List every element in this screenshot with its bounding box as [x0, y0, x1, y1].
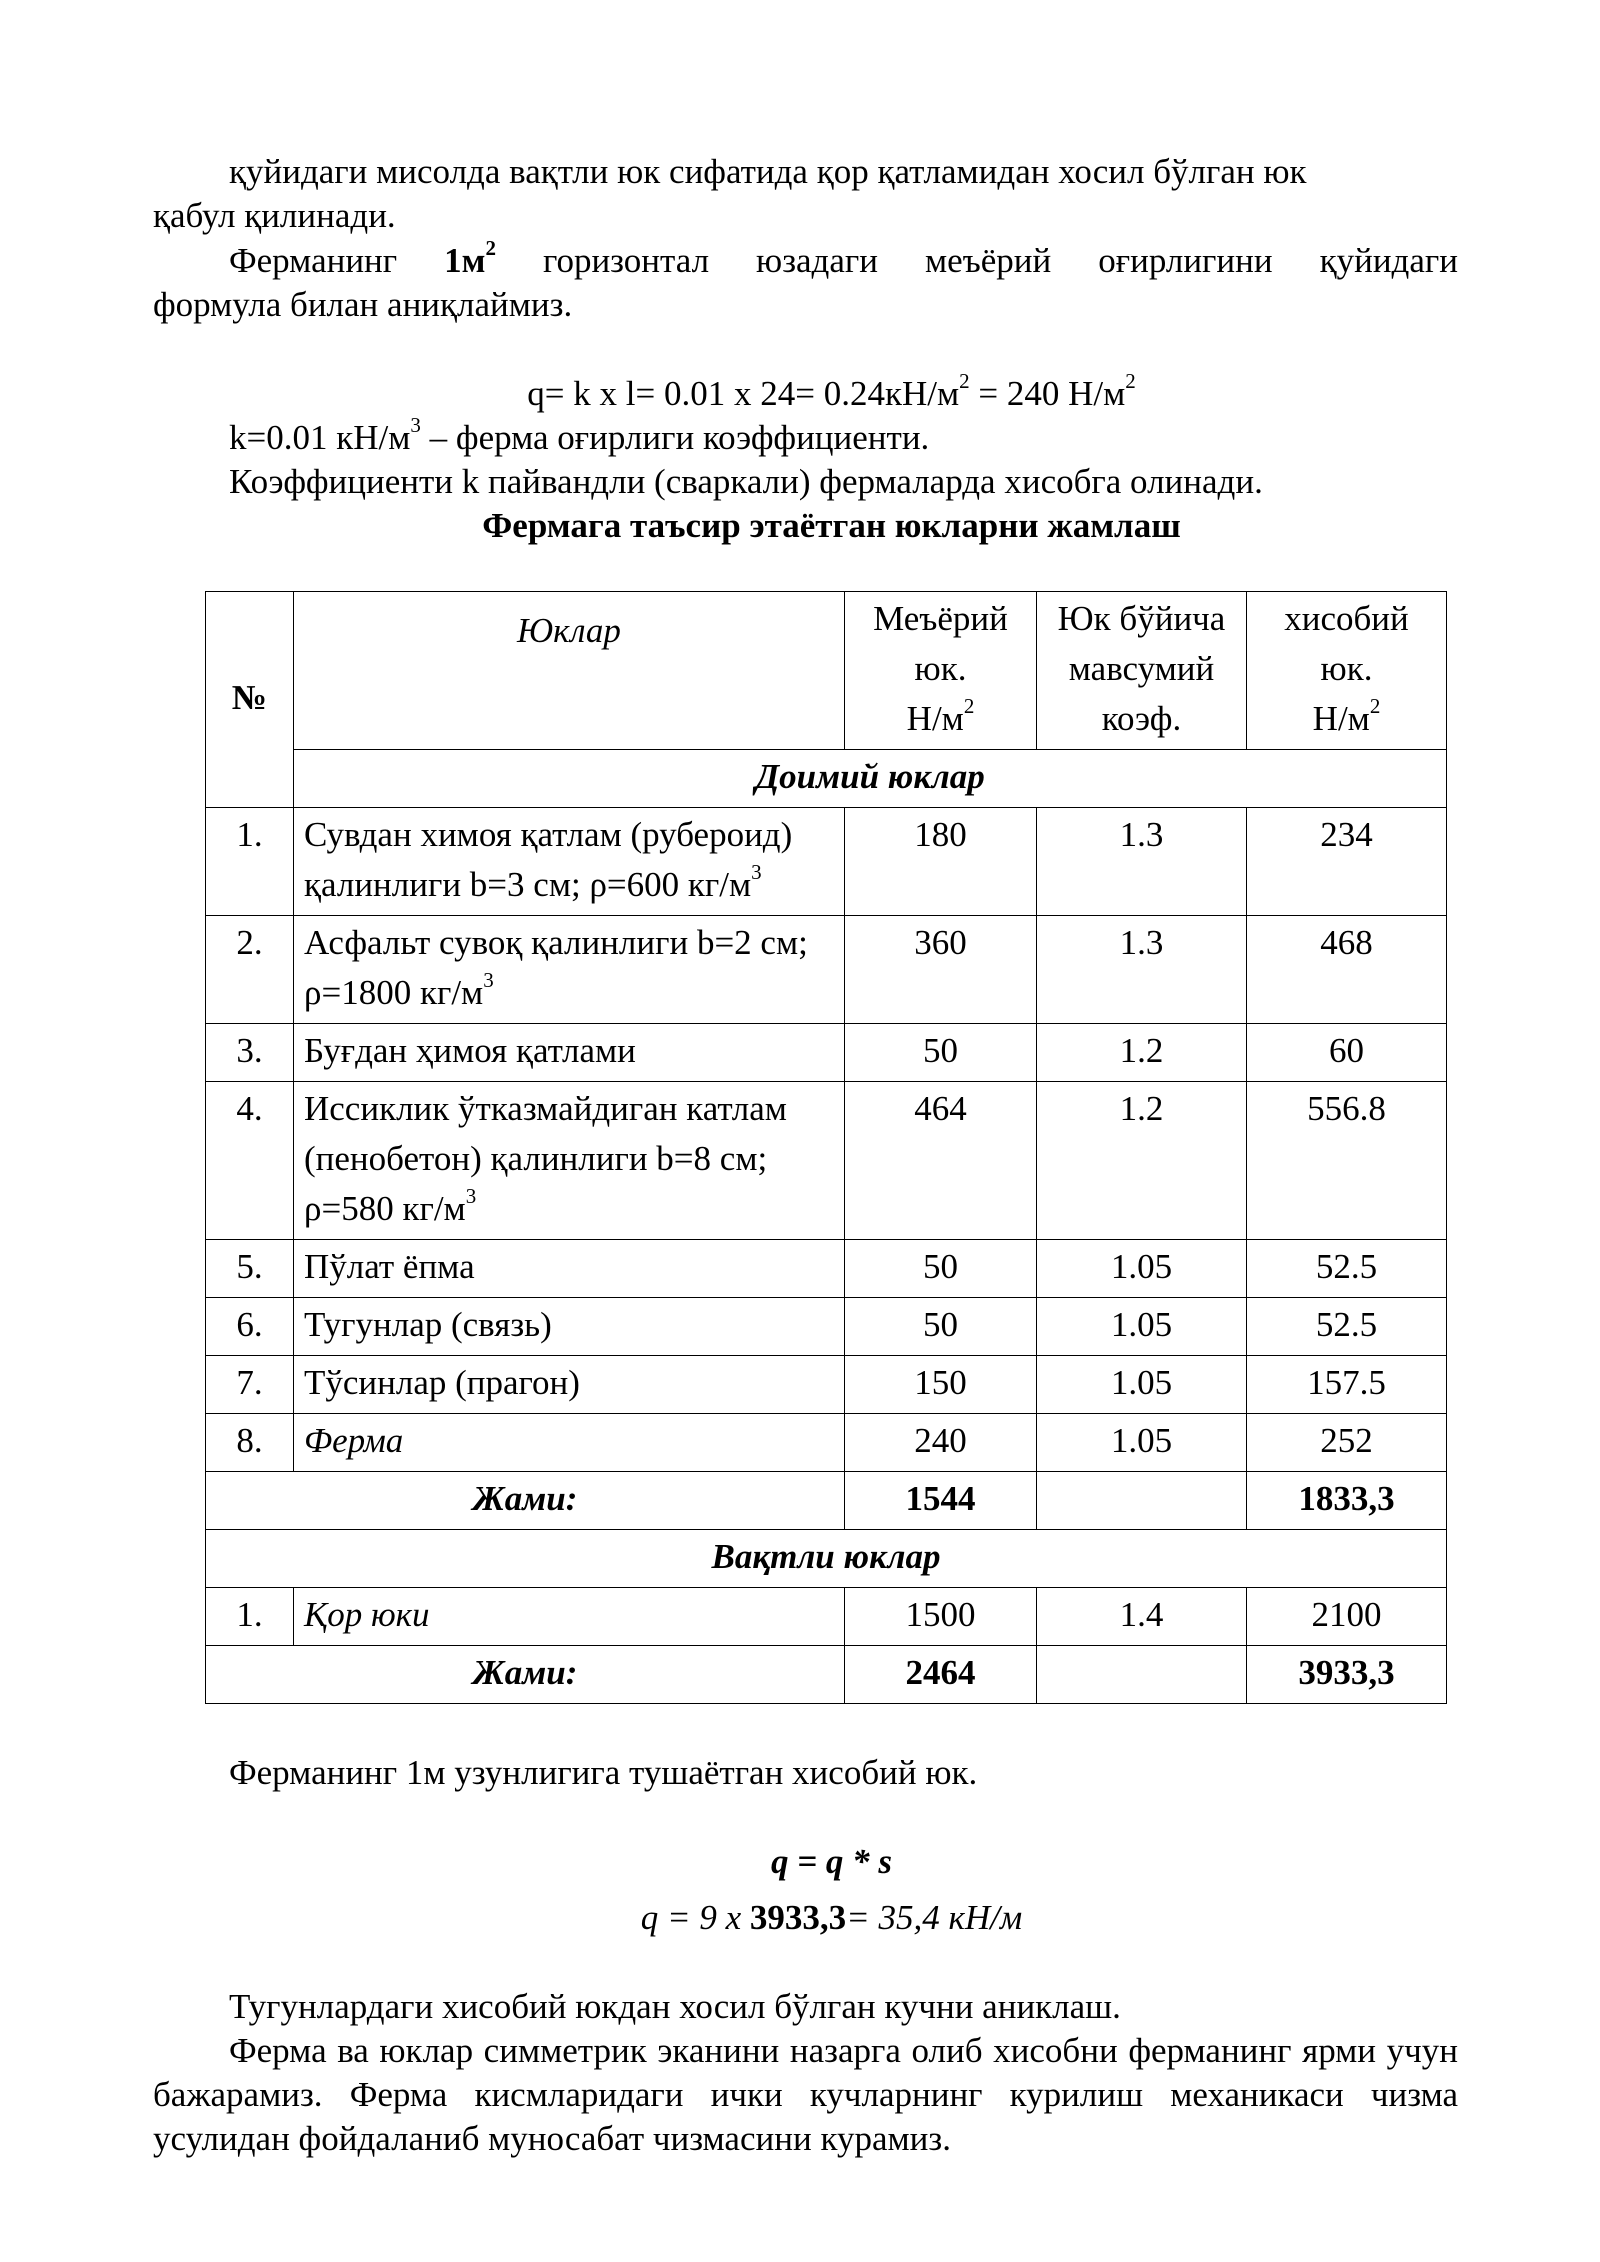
- superscript: 2: [959, 369, 970, 394]
- paragraph-snow-load: [153, 150, 1458, 238]
- coefficient-note: [153, 460, 1458, 504]
- table-header-row: [206, 592, 1447, 750]
- row-calc: 556.8: [1247, 1082, 1447, 1240]
- row-name: [294, 916, 845, 1024]
- header-unit: Н/м: [1312, 699, 1370, 738]
- row-normal: 1500: [845, 1588, 1037, 1646]
- table-title: Фермага таъсир этаётган юкларни жамлаш: [482, 506, 1181, 545]
- row-coef: 1.05: [1037, 1298, 1247, 1356]
- row-coef: 1.05: [1037, 1414, 1247, 1472]
- row-coef: 1.4: [1037, 1588, 1247, 1646]
- row-name: [294, 1240, 845, 1298]
- section-title: Доимий юклар: [294, 750, 1447, 808]
- row-name-text: Буғдан ҳимоя қатлами: [304, 1031, 636, 1070]
- text-run: Коэффициенти k пайвандли (сваркали) фермаларда хисобга олинади.: [229, 462, 1263, 501]
- text-run: k=0.01 кН/м: [229, 418, 411, 457]
- header-text: Меъёрий юк.: [873, 599, 1008, 688]
- header-calc-load: [1247, 592, 1447, 750]
- formula-q-qs: q = q * s: [770, 1842, 893, 1881]
- paragraph-symmetry: [153, 2029, 1458, 2161]
- row-name-text: Ферма: [304, 1421, 404, 1460]
- formula-text: = 240 Н/м: [969, 374, 1126, 413]
- table-row: [206, 1240, 1447, 1298]
- row-number: 6.: [206, 1298, 294, 1356]
- row-normal: 50: [845, 1240, 1037, 1298]
- coefficient-line: [153, 413, 1458, 460]
- table-row: [206, 916, 1447, 1024]
- formula-q-value: [205, 1896, 1458, 1940]
- table-row: [206, 1082, 1447, 1240]
- row-name: [294, 1298, 845, 1356]
- row-coef: 1.05: [1037, 1240, 1247, 1298]
- header-loads: Юклар: [294, 592, 845, 750]
- section-title: Вақтли юклар: [206, 1530, 1447, 1588]
- formula-text: q= k х l= 0.01 х 24= 0.24кН/м: [527, 374, 960, 413]
- row-name-text: Иссиклик ўтказмайдиган катлам (пенобетон) қалинлиги b=8 см; ρ=580 кг/м: [304, 1089, 787, 1228]
- total-empty: [1037, 1646, 1247, 1704]
- row-normal: 150: [845, 1356, 1037, 1414]
- document-page: [153, 150, 1458, 2161]
- paragraph-line: қабул қилинади.: [153, 196, 396, 235]
- row-number: 3.: [206, 1024, 294, 1082]
- table-row: [206, 1414, 1447, 1472]
- row-calc: 252: [1247, 1414, 1447, 1472]
- row-name: Қор юки: [294, 1588, 845, 1646]
- row-number: 8.: [206, 1414, 294, 1472]
- paragraph-linear-load: [153, 1751, 1458, 1795]
- header-number: №: [206, 592, 294, 808]
- row-number: 5.: [206, 1240, 294, 1298]
- paragraph-line: формула билан аниқлаймиз.: [153, 285, 573, 324]
- row-normal: 240: [845, 1414, 1037, 1472]
- text-run: Ферманинг 1м узунлигига тушаётган хисобий юк.: [229, 1753, 978, 1792]
- row-number: 4.: [206, 1082, 294, 1240]
- text-run: Тугунлардаги хисобий юкдан хосил бўлган кучни аниклаш.: [229, 1987, 1121, 2026]
- row-normal: 360: [845, 916, 1037, 1024]
- row-name: [294, 1024, 845, 1082]
- paragraph-line: қуйидаги мисолда вақтли юк сифатида қор қатламидан хосил бўлган юк: [229, 152, 1307, 191]
- total-normal: 1544: [845, 1472, 1037, 1530]
- row-name-text: Тугунлар (связь): [304, 1305, 552, 1344]
- total-empty: [1037, 1472, 1247, 1530]
- total-row: [206, 1472, 1447, 1530]
- row-calc: 234: [1247, 808, 1447, 916]
- row-calc: 60: [1247, 1024, 1447, 1082]
- text-run: Ферманинг: [229, 241, 445, 280]
- superscript: 3: [465, 1184, 477, 1209]
- text-run: горизонтал юзадаги меъёрий оғирлигини қуйидаги: [495, 241, 1458, 280]
- row-normal: 50: [845, 1024, 1037, 1082]
- row-name: [294, 808, 845, 916]
- row-name: [294, 1414, 845, 1472]
- table-row: [206, 1298, 1447, 1356]
- superscript: 2: [1125, 369, 1136, 394]
- total-row: [206, 1646, 1447, 1704]
- row-coef: 1.05: [1037, 1356, 1247, 1414]
- total-label: Жами:: [206, 1646, 845, 1704]
- row-coef: 1.3: [1037, 916, 1247, 1024]
- formula-text: = 35,4 кН/м: [846, 1898, 1023, 1937]
- superscript: 3: [410, 413, 421, 438]
- superscript: 3: [751, 860, 762, 885]
- table-row: [206, 808, 1447, 916]
- paragraph-line: учун бажарамиз. Ферма кисмларидаги ички кучларнинг курилиш механикаси: [153, 2031, 1458, 2114]
- header-unit: Н/м: [906, 699, 964, 738]
- row-calc: 2100: [1247, 1588, 1447, 1646]
- paragraph-line: Ферма ва юклар симметрик эканини назарга олиб хисобни ферманинг ярми: [229, 2031, 1377, 2070]
- row-calc: 52.5: [1247, 1298, 1447, 1356]
- row-calc: 157.5: [1247, 1356, 1447, 1414]
- paragraph-truss-weight-cont: [153, 283, 1458, 327]
- loads-table: [205, 591, 1447, 1704]
- row-number: 1.: [206, 1588, 294, 1646]
- table-row: [206, 1588, 1447, 1646]
- paragraph-node-forces: [153, 1985, 1458, 2029]
- row-calc: 468: [1247, 916, 1447, 1024]
- row-normal: 180: [845, 808, 1037, 916]
- row-coef: 1.2: [1037, 1082, 1247, 1240]
- superscript: 3: [483, 968, 494, 993]
- total-calc: 3933,3: [1247, 1646, 1447, 1704]
- header-text: хисобий юк.: [1284, 599, 1409, 688]
- row-normal: 50: [845, 1298, 1037, 1356]
- row-number: 7.: [206, 1356, 294, 1414]
- section-row-temporary: [206, 1530, 1447, 1588]
- total-label: Жами:: [206, 1472, 845, 1530]
- table-row: [206, 1356, 1447, 1414]
- section-row-permanent: [206, 750, 1447, 808]
- formula-q: [205, 369, 1458, 416]
- row-name-text: Тўсинлар (прагон): [304, 1363, 580, 1402]
- row-coef: 1.3: [1037, 808, 1247, 916]
- row-calc: 52.5: [1247, 1240, 1447, 1298]
- text-run: – ферма оғирлиги коэффициенти.: [420, 418, 930, 457]
- row-number: 2.: [206, 916, 294, 1024]
- formula-bold-value: 3933,3: [749, 1898, 847, 1937]
- total-calc: 1833,3: [1247, 1472, 1447, 1530]
- row-normal: 464: [845, 1082, 1037, 1240]
- row-name-text: Сувдан химоя қатлам (рубероид) қалинлиги b=3 см; ρ=600 кг/м: [304, 815, 793, 904]
- row-name-text: Пўлат ёпма: [304, 1247, 475, 1286]
- superscript: 2: [485, 236, 496, 261]
- row-number: 1.: [206, 808, 294, 916]
- permanent-rows: [206, 808, 1447, 1472]
- table-row: [206, 1024, 1447, 1082]
- row-coef: 1.2: [1037, 1024, 1247, 1082]
- row-name: [294, 1082, 845, 1240]
- superscript: 2: [1369, 694, 1381, 719]
- header-normal-load: [845, 592, 1037, 750]
- total-normal: 2464: [845, 1646, 1037, 1704]
- superscript: 2: [963, 694, 975, 719]
- header-coefficient: Юк бўйича мавсумий коэф.: [1037, 592, 1247, 750]
- paragraph-line: чизма усулидан фойдаланиб муносабат чизмасини курамиз.: [153, 2075, 1459, 2158]
- row-name-text: Асфальт сувоқ қалинлиги b=2 см; ρ=1800 кг/м: [304, 923, 808, 1012]
- row-name: [294, 1356, 845, 1414]
- paragraph-truss-weight: [153, 236, 1458, 283]
- formula-text: q = 9 х: [640, 1898, 750, 1937]
- unit-text: 1м: [444, 241, 486, 280]
